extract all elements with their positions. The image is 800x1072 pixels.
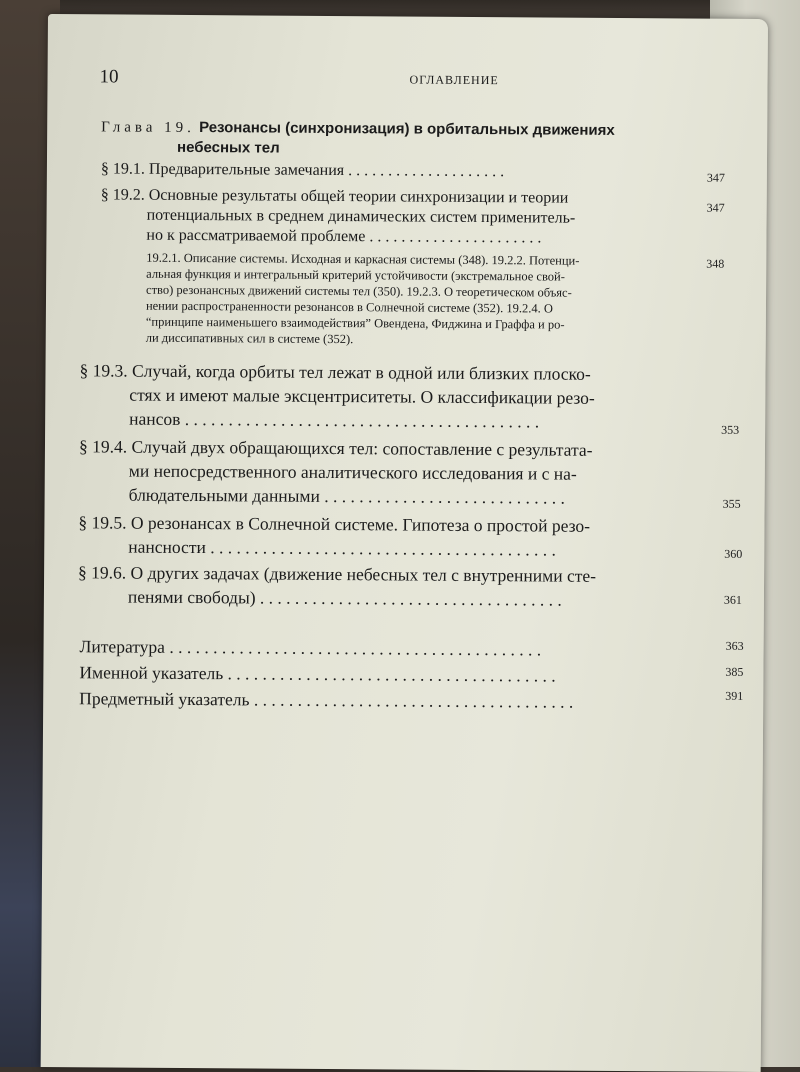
- toc-page-subject-index: 391: [725, 688, 744, 703]
- subentry-line: 19.2.1. Описание системы. Исходная и каркасная системы (348). 19.2.2. Потенци-: [146, 250, 580, 268]
- toc-entry-19-5-line2: нансности . . . . . . . . . . . . . . . . . . . . . . . . . . . . . . . . . . . . . . . .: [128, 536, 556, 560]
- toc-entry-19-5-line1[interactable]: § 19.5. О резонансах в Солнечной системе. Гипотеза о простой резо-: [78, 512, 591, 536]
- toc-page-19-6: 361: [723, 592, 742, 607]
- toc-page-19-5: 360: [724, 546, 743, 561]
- subentry-line: ли диссипативных сил в системе (352).: [145, 330, 354, 347]
- toc-page-19-4: 355: [722, 496, 741, 511]
- chapter-heading: [101, 118, 615, 140]
- toc-entry-19-2-line1[interactable]: § 19.2. Основные результаты общей теории синхронизации и теории: [100, 186, 569, 207]
- toc-page-19-2-line1: 347: [706, 200, 725, 215]
- toc-entry-19-4-line2: ми непосредственного аналитического исследования и с на-: [128, 460, 577, 484]
- toc-entry-name-index[interactable]: Именной указатель . . . . . . . . . . . . . . . . . . . . . . . . . . . . . . . . . . . . . .: [79, 662, 556, 686]
- page-number: 10: [99, 66, 119, 88]
- book-page: [41, 14, 768, 1072]
- toc-entry-19-6-line2: пенями свободы) . . . . . . . . . . . . . . . . . . . . . . . . . . . . . . . . . . .: [127, 586, 562, 610]
- toc-entry-19-2-line2: потенциальных в среднем динамических систем применитель-: [146, 206, 576, 227]
- toc-entry-subject-index[interactable]: Предметный указатель . . . . . . . . . . . . . . . . . . . . . . . . . . . . . . . . . . . . .: [79, 688, 574, 712]
- table-of-contents: [41, 14, 768, 1072]
- toc-entry-19-2-line3: но к рассматриваемой проблеме . . . . . . . . . . . . . . . . . . . . . .: [146, 226, 542, 247]
- chapter-title-line2: небесных тел: [177, 138, 280, 157]
- toc-page-name-index: 385: [725, 664, 744, 679]
- toc-entry-19-3-line3: нансов . . . . . . . . . . . . . . . . . . . . . . . . . . . . . . . . . . . . . . . . .: [129, 408, 540, 432]
- chapter-title-line1: Резонансы (синхронизация) в орбитальных движениях: [199, 119, 615, 139]
- toc-page-19-3: 353: [721, 422, 740, 437]
- toc-page-19-2: 348: [706, 256, 725, 271]
- running-title: ОГЛАВЛЕНИЕ: [409, 72, 499, 88]
- toc-entry-19-6-line1[interactable]: § 19.6. О других задачах (движение небесных тел с внутренними сте-: [78, 562, 597, 586]
- page-header: [99, 66, 719, 94]
- toc-entry-19-3-line1[interactable]: § 19.3. Случай, когда орбиты тел лежат в одной или близких плоско-: [79, 360, 591, 384]
- toc-entry-19-4-line3: блюдательными данными . . . . . . . . . . . . . . . . . . . . . . . . . . . .: [128, 484, 565, 508]
- subentry-line: нении распространенности резонансов в Солнечной системе (352). 19.2.4. О: [145, 298, 553, 316]
- subentry-line: альная функция и интегральный критерий устойчивости (экстремальное свой-: [146, 266, 565, 284]
- toc-entry-19-3-line2: стях и имеют малые эксцентриситеты. О классификации резо-: [129, 384, 595, 408]
- chapter-prefix: Глава 19.: [101, 119, 195, 137]
- toc-page-literature: 363: [725, 638, 744, 653]
- subentry-line: ство) резонансных движений системы тел (350). 19.2.3. О теоретическом объяс-: [146, 282, 572, 300]
- toc-entry-19-4-line1[interactable]: § 19.4. Случай двух обращающихся тел: сопоставление с результата-: [78, 436, 593, 460]
- toc-entry-literature[interactable]: Литература . . . . . . . . . . . . . . . . . . . . . . . . . . . . . . . . . . . . . . . . . . .: [79, 636, 542, 660]
- subentry-line: “принципе наименьшего взаимодействия” Овендена, Фиджина и Граффа и ро-: [145, 314, 565, 332]
- toc-page-19-1: 347: [706, 170, 725, 185]
- toc-entry-19-1[interactable]: § 19.1. Предварительные замечания . . . . . . . . . . . . . . . . . . . .: [100, 160, 505, 181]
